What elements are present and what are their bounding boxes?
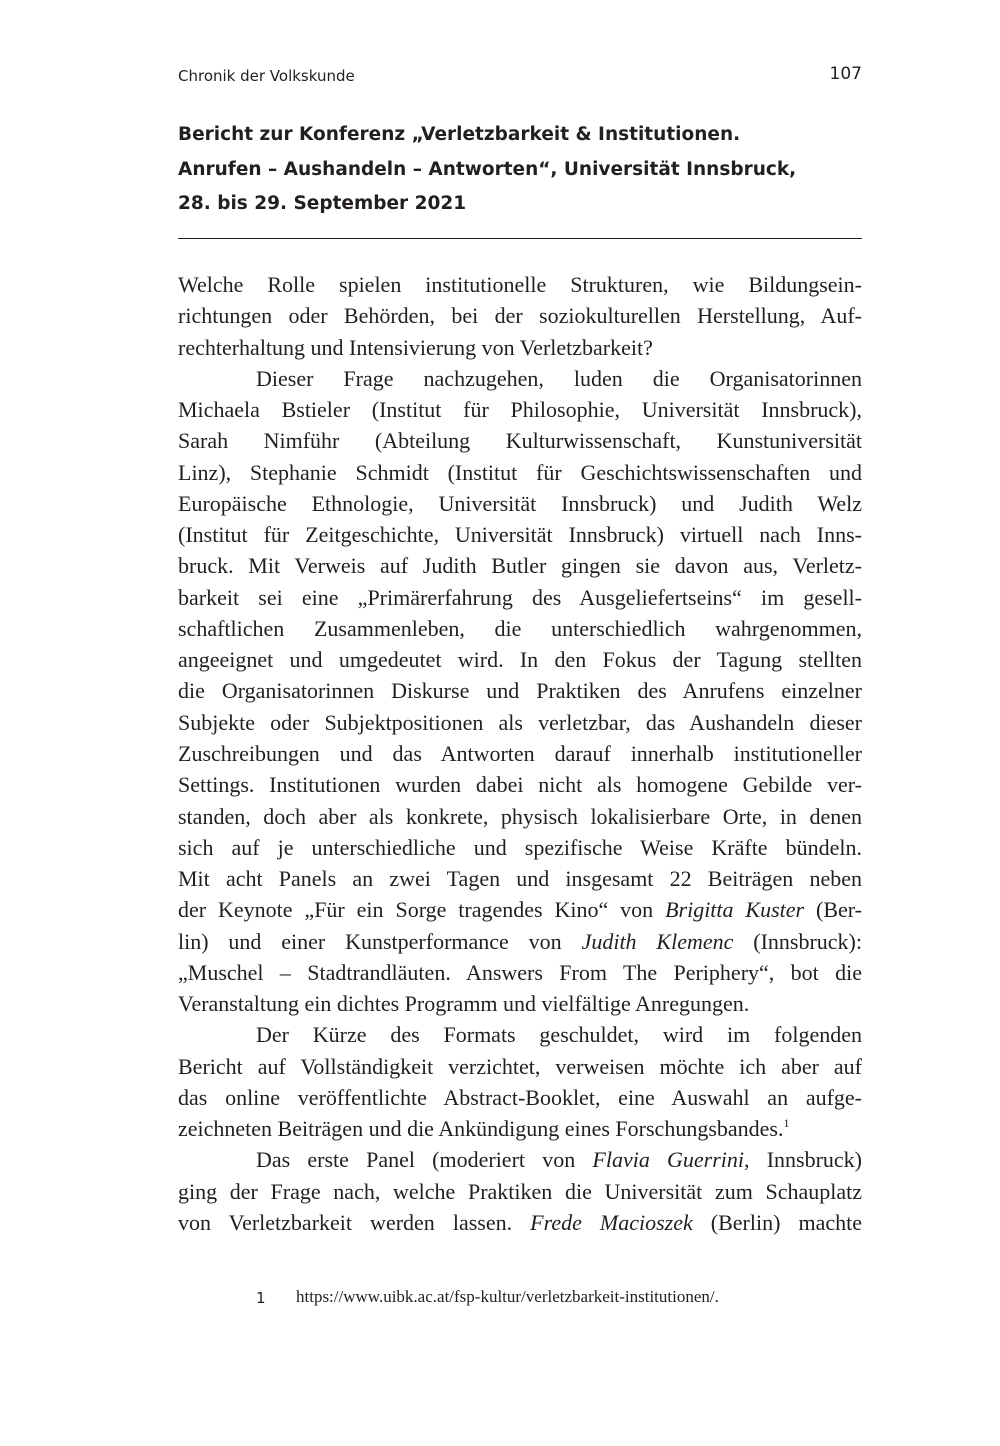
body-line: Linz), Stephanie Schmidt (Institut für Geschichtswissenschaften und (178, 459, 862, 485)
body-line: ging der Frage nach, welche Praktiken die Universität zum Schauplatz (178, 1178, 862, 1204)
title-divider (178, 238, 862, 239)
body-text-run: von Verletzbarkeit werden lassen. (178, 1209, 531, 1235)
body-line: richtungen oder Behörden, bei der soziokulturellen Herstellung, Auf- (178, 303, 862, 329)
body-line: rechterhaltung und Intensivierung von Verletzbarkeit? (178, 334, 653, 360)
body-line: Mit acht Panels an zwei Tagen und insgesamt 22 Beiträgen neben (178, 866, 862, 892)
article-title-line: 28. bis 29. September 2021 (178, 193, 467, 214)
body-line: Subjekte oder Subjektpositionen als verletzbar, das Aushandeln dieser (178, 709, 862, 735)
body-line: angeeignet und umgedeutet wird. In den Fokus der Tagung stellten (178, 647, 862, 673)
body-line (178, 1113, 862, 1144)
article-title (178, 118, 878, 222)
body-line: Bericht auf Vollständigkeit verzichtet, verweisen möchte ich aber auf (178, 1053, 862, 1079)
body-line: schaftlichen Zusammenleben, die unterschiedlich wahrgenommen, (178, 615, 862, 641)
body-line: Michaela Bstieler (Institut für Philosophie, Universität Innsbruck), (178, 397, 862, 423)
body-line: barkeit sei eine „Primärerfahrung des Ausgeliefertseins“ im gesell- (178, 584, 862, 610)
body-text-run: lin) und einer Kunstperformance von (178, 928, 582, 954)
body-line: Welche Rolle spielen institutionelle Strukturen, wie Bildungsein- (178, 272, 862, 297)
body-text-run: Das erste Panel (moderiert von (256, 1147, 593, 1173)
person-name: Flavia Guerrini (592, 1147, 745, 1173)
body-line: das online veröffentlichte Abstract-Booklet, eine Auswahl an aufge- (178, 1084, 862, 1110)
body-line: (Institut für Zeitgeschichte, Universität Innsbruck) virtuell nach Inns- (178, 522, 862, 548)
person-name: Brigitta Kuster (665, 897, 805, 923)
body-line: Europäische Ethnologie, Universität Innsbruck) und Judith Welz (178, 490, 862, 516)
body-line: Settings. Institutionen wurden dabei nicht als homogene Gebilde ver- (178, 772, 862, 798)
footnote-reference[interactable]: 1 (783, 1116, 790, 1131)
article-title-line: Anrufen – Aushandeln – Antworten“, Universität Innsbruck, (178, 158, 797, 180)
footnote-url[interactable]: https://www.uibk.ac.at/fsp-kultur/verletzbarkeit-institutionen/. (296, 1287, 719, 1306)
footnote-number: 1 (256, 1289, 266, 1307)
body-text-run: (Berlin) machte (692, 1209, 862, 1235)
body-text-run: (Ber- (804, 897, 862, 923)
body-text-run: , Innsbruck) (744, 1147, 863, 1173)
body-text-run: zeichneten Beiträgen und die Ankündigung eines Forschungsbandes. (178, 1116, 784, 1142)
person-name: Judith Klemenc (581, 928, 734, 954)
body-line: sich auf je unterschiedliche und spezifische Weise Kräfte bündeln. (178, 834, 862, 860)
body-line: Veranstaltung ein dichtes Programm und vielfältige Anregungen. (178, 991, 750, 1017)
body-text (178, 269, 862, 1238)
running-head (178, 64, 862, 88)
body-line: Der Kürze des Formats geschuldet, wird im folgenden (256, 1022, 862, 1048)
body-line: bruck. Mit Verweis auf Judith Butler gingen sie davon aus, Verletz- (178, 553, 862, 579)
body-line: „Muschel – Stadtrandläuten. Answers From The Periphery“, bot die (178, 959, 862, 985)
body-line (178, 894, 862, 925)
running-head-section: Chronik der Volkskunde (178, 67, 355, 85)
body-line (178, 926, 862, 957)
person-name: Frede Macioszek (530, 1209, 693, 1235)
body-line: die Organisatorinnen Diskurse und Praktiken des Anrufens einzelner (178, 678, 862, 704)
body-text-run: der Keynote „Für ein Sorge tragendes Kino“ von (178, 897, 666, 923)
body-line (178, 1144, 862, 1175)
body-line: Dieser Frage nachzugehen, luden die Organisatorinnen (256, 365, 862, 391)
body-line: standen, doch aber als konkrete, physisch lokalisierbare Orte, in denen (178, 803, 862, 829)
article-title-line: Bericht zur Konferenz „Verletzbarkeit & Institutionen. (178, 124, 741, 145)
page-number: 107 (829, 64, 862, 84)
body-line: Sarah Nimführ (Abteilung Kulturwissenschaft, Kunstuniversität (178, 428, 862, 454)
body-line: Zuschreibungen und das Antworten darauf innerhalb institutioneller (178, 740, 862, 766)
body-line (178, 1207, 862, 1238)
body-text-run: (Innsbruck): (733, 928, 862, 954)
